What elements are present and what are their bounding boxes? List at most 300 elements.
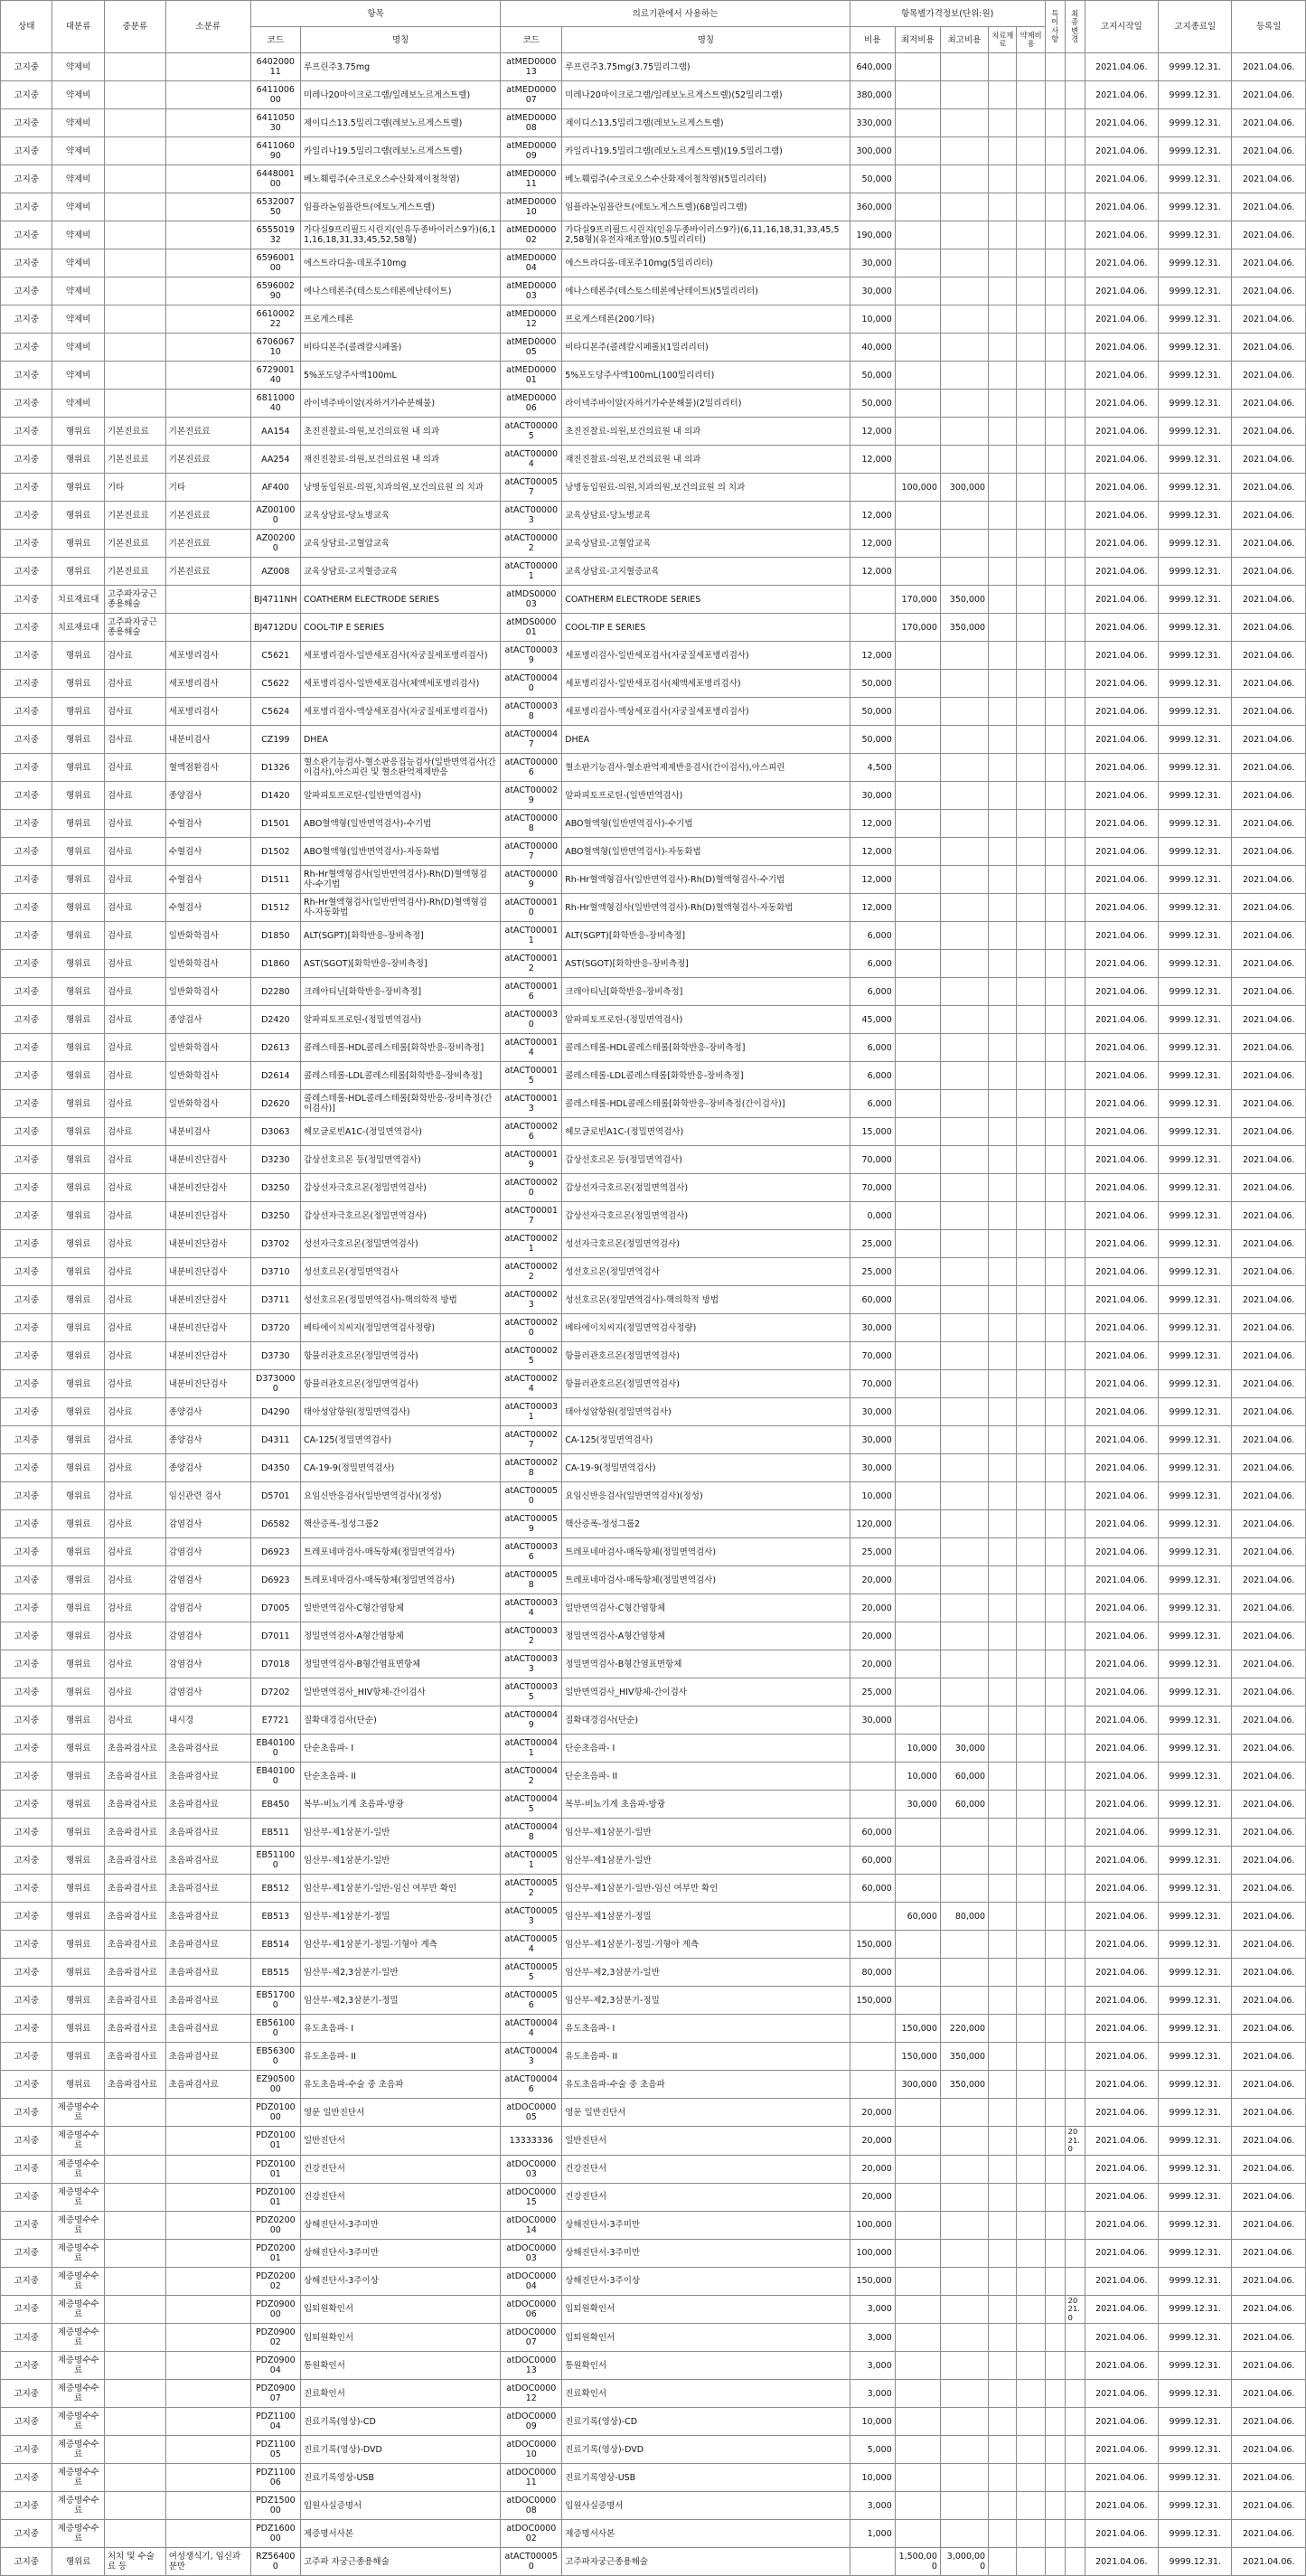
cell-special <box>1045 1174 1065 1202</box>
cell-middle <box>104 81 165 109</box>
cell-end-date: 9999.12.31. <box>1159 698 1232 726</box>
cell-changed <box>1065 1594 1085 1622</box>
cell-major: 행위료 <box>52 2015 104 2043</box>
cell-inst-name: 영문 일반진단서 <box>562 2099 850 2127</box>
cell-drug-cost <box>1017 2324 1045 2352</box>
cell-minor: 기본진료료 <box>165 530 250 558</box>
cell-item-name: 일반진단서 <box>300 2127 500 2156</box>
cell-inst-code: atACT000055 <box>501 1959 562 1987</box>
cell-minor: 초음파검사료 <box>165 1847 250 1875</box>
cell-start-date: 2021.04.06. <box>1085 137 1158 165</box>
cell-max-cost <box>940 1090 988 1118</box>
header-treat-mat: 치료재료 <box>989 27 1017 53</box>
cell-max-cost <box>940 306 988 334</box>
cell-start-date: 2021.04.06. <box>1085 1819 1158 1847</box>
cell-item-name: 에스트라디올-데포주10mg <box>300 249 500 277</box>
cell-special <box>1045 950 1065 978</box>
cell-status: 고지중 <box>1 2380 52 2408</box>
cell-inst-code: atACT000001 <box>501 558 562 586</box>
cell-drug-cost <box>1017 2127 1045 2156</box>
cell-drug-cost <box>1017 1763 1045 1791</box>
table-row <box>1 1202 1306 1230</box>
cell-inst-name: 임산부-제1삼분기-정밀-기형아 계측 <box>562 1931 850 1959</box>
cell-inst-name: 크레아티닌[화학반응-장비측정] <box>562 978 850 1006</box>
cell-cost: 150,000 <box>850 1931 895 1959</box>
cell-drug-cost <box>1017 2211 1045 2239</box>
cell-special <box>1045 1314 1065 1342</box>
cell-status: 고지중 <box>1 1342 52 1370</box>
cell-min-cost <box>895 558 940 586</box>
cell-inst-code: atACT000009 <box>501 866 562 894</box>
cell-inst-name: 알파피토프로틴-(일반면역검사) <box>562 782 850 810</box>
cell-end-date: 9999.12.31. <box>1159 2267 1232 2295</box>
cell-treat-mat <box>989 2492 1017 2520</box>
cell-changed <box>1065 390 1085 418</box>
cell-reg-date: 2021.04.06. <box>1232 81 1306 109</box>
cell-item-name: 크레아티닌[화학반응-장비측정] <box>300 978 500 1006</box>
cell-changed <box>1065 1791 1085 1819</box>
cell-drug-cost <box>1017 165 1045 193</box>
cell-special <box>1045 2380 1065 2408</box>
cell-treat-mat <box>989 362 1017 390</box>
cell-end-date: 9999.12.31. <box>1159 866 1232 894</box>
cell-reg-date: 2021.04.06. <box>1232 1622 1306 1650</box>
cell-item-code: D2280 <box>250 978 300 1006</box>
cell-major: 행위료 <box>52 1987 104 2015</box>
cell-changed <box>1065 1174 1085 1202</box>
table-row <box>1 2436 1306 2464</box>
cell-cost: 50,000 <box>850 698 895 726</box>
cell-drug-cost <box>1017 306 1045 334</box>
table-row <box>1 1454 1306 1482</box>
cell-treat-mat <box>989 586 1017 614</box>
cell-inst-code: atACT000003 <box>501 502 562 530</box>
cell-end-date: 9999.12.31. <box>1159 1678 1232 1706</box>
cell-inst-code: atACT000058 <box>501 1566 562 1594</box>
cell-status: 고지중 <box>1 2352 52 2380</box>
cell-min-cost <box>895 1034 940 1062</box>
cell-major: 제증명수수료 <box>52 2099 104 2127</box>
cell-treat-mat <box>989 726 1017 754</box>
cell-minor: 일반화학검사 <box>165 1062 250 1090</box>
cell-end-date: 9999.12.31. <box>1159 221 1232 249</box>
cell-reg-date: 2021.04.06. <box>1232 2408 1306 2436</box>
cell-middle: 기본진료료 <box>104 530 165 558</box>
table-row <box>1 1622 1306 1650</box>
cell-middle: 초음파검사료 <box>104 1763 165 1791</box>
cell-inst-code: atACT000032 <box>501 1622 562 1650</box>
cell-max-cost <box>940 894 988 922</box>
cell-inst-code: atACT000048 <box>501 1819 562 1847</box>
cell-drug-cost <box>1017 838 1045 866</box>
cell-special <box>1045 1342 1065 1370</box>
cell-treat-mat <box>989 1062 1017 1090</box>
table-row <box>1 2380 1306 2408</box>
cell-treat-mat <box>989 474 1017 502</box>
cell-cost: 50,000 <box>850 390 895 418</box>
cell-drug-cost <box>1017 1594 1045 1622</box>
header-reg: 등록일 <box>1232 1 1306 53</box>
cell-item-name: 임플라논임플란트(에토노게스트렐) <box>300 193 500 221</box>
cell-changed <box>1065 2043 1085 2071</box>
cell-status: 고지중 <box>1 894 52 922</box>
cell-status: 고지중 <box>1 1678 52 1706</box>
cell-min-cost <box>895 922 940 950</box>
cell-max-cost <box>940 1062 988 1090</box>
cell-special <box>1045 1538 1065 1566</box>
cell-treat-mat <box>989 1931 1017 1959</box>
cell-treat-mat <box>989 1987 1017 2015</box>
cell-changed <box>1065 1566 1085 1594</box>
cell-item-code: EB513 <box>250 1903 300 1931</box>
cell-changed <box>1065 137 1085 165</box>
cell-end-date: 9999.12.31. <box>1159 1763 1232 1791</box>
cell-middle <box>104 109 165 137</box>
cell-reg-date: 2021.04.06. <box>1232 866 1306 894</box>
cell-min-cost <box>895 1510 940 1538</box>
header-special: 특이사항 <box>1045 1 1065 53</box>
cell-reg-date: 2021.04.06. <box>1232 2548 1306 2576</box>
cell-reg-date: 2021.04.06. <box>1232 1062 1306 1090</box>
cell-changed <box>1065 1034 1085 1062</box>
cell-special <box>1045 2043 1065 2071</box>
cell-inst-name: AST(SGOT)[화학반응-장비측정] <box>562 950 850 978</box>
cell-inst-code: atACT000035 <box>501 1678 562 1706</box>
cell-treat-mat <box>989 1538 1017 1566</box>
cell-max-cost <box>940 866 988 894</box>
cell-middle: 검사료 <box>104 698 165 726</box>
cell-inst-name: 에스트라디올-데포주10mg(5밀리리터) <box>562 249 850 277</box>
cell-reg-date: 2021.04.06. <box>1232 334 1306 362</box>
cell-drug-cost <box>1017 2408 1045 2436</box>
cell-special <box>1045 53 1065 81</box>
table-row <box>1 2015 1306 2043</box>
cell-end-date: 9999.12.31. <box>1159 1034 1232 1062</box>
cell-item-name: 세포병리검사-액상세포검사(자궁질세포병리검사) <box>300 698 500 726</box>
cell-item-code: BJ4711NH <box>250 586 300 614</box>
cell-inst-name: 혈소판기능검사-혈소판억제제반응검사(간이검사),아스피린 <box>562 754 850 782</box>
cell-min-cost <box>895 53 940 81</box>
cell-item-code: 653200750 <box>250 193 300 221</box>
cell-start-date: 2021.04.06. <box>1085 2127 1158 2156</box>
table-row <box>1 670 1306 698</box>
cell-treat-mat <box>989 1202 1017 1230</box>
cell-special <box>1045 1706 1065 1735</box>
cell-drug-cost <box>1017 474 1045 502</box>
cell-item-name: 낭병동입원료-의원,치과의원,보건의료원 의 치과 <box>300 474 500 502</box>
cell-max-cost <box>940 2267 988 2295</box>
cell-minor: 세포병리검사 <box>165 642 250 670</box>
cell-item-name: 루프린주3.75mg <box>300 53 500 81</box>
cell-treat-mat <box>989 838 1017 866</box>
cell-special <box>1045 334 1065 362</box>
cell-inst-name: 임산부-제1삼분기-일반 <box>562 1819 850 1847</box>
cell-major: 행위료 <box>52 1258 104 1286</box>
cell-inst-name: 입퇴원확인서 <box>562 2324 850 2352</box>
table-row <box>1 2099 1306 2127</box>
cell-major: 행위료 <box>52 2043 104 2071</box>
cell-minor <box>165 221 250 249</box>
cell-treat-mat <box>989 1258 1017 1286</box>
cell-minor: 기타 <box>165 474 250 502</box>
cell-inst-code: atDOC000015 <box>501 2183 562 2211</box>
cell-drug-cost <box>1017 2380 1045 2408</box>
cell-major: 제증명수수료 <box>52 2380 104 2408</box>
cell-special <box>1045 1230 1065 1258</box>
cell-middle: 검사료 <box>104 1678 165 1706</box>
cell-special <box>1045 1903 1065 1931</box>
cell-start-date: 2021.04.06. <box>1085 2436 1158 2464</box>
cell-major: 행위료 <box>52 1735 104 1763</box>
cell-inst-code: atACT000027 <box>501 1426 562 1454</box>
table-row <box>1 1230 1306 1258</box>
cell-special <box>1045 1819 1065 1847</box>
cell-start-date: 2021.04.06. <box>1085 1006 1158 1034</box>
cell-start-date: 2021.04.06. <box>1085 334 1158 362</box>
cell-minor: 기본진료료 <box>165 446 250 474</box>
cell-inst-code: 13333336 <box>501 2127 562 2156</box>
cell-minor <box>165 2211 250 2239</box>
cell-end-date: 9999.12.31. <box>1159 1146 1232 1174</box>
cell-status: 고지중 <box>1 558 52 586</box>
cell-treat-mat <box>989 614 1017 642</box>
cell-min-cost <box>895 1062 940 1090</box>
cell-middle: 검사료 <box>104 1622 165 1650</box>
cell-status: 고지중 <box>1 221 52 249</box>
cell-item-name: 혈소판기능검사-혈소판응집능검사(일반면역검사(간이검사),아스피린 및 혈소판억제제반응 <box>300 754 500 782</box>
cell-item-name: 일반면역검사-C형간염항체 <box>300 1594 500 1622</box>
cell-minor <box>165 306 250 334</box>
cell-reg-date: 2021.04.06. <box>1232 642 1306 670</box>
cell-start-date: 2021.04.06. <box>1085 1146 1158 1174</box>
cell-item-code: D1850 <box>250 922 300 950</box>
cell-minor: 수혈검사 <box>165 838 250 866</box>
cell-cost: 60,000 <box>850 1286 895 1314</box>
cell-treat-mat <box>989 2436 1017 2464</box>
cell-min-cost <box>895 726 940 754</box>
cell-middle <box>104 53 165 81</box>
cell-drug-cost <box>1017 894 1045 922</box>
cell-changed <box>1065 2464 1085 2492</box>
cell-item-code: BJ4712DU <box>250 614 300 642</box>
cell-end-date: 9999.12.31. <box>1159 1566 1232 1594</box>
header-min-cost: 최저비용 <box>895 27 940 53</box>
cell-cost: 6,000 <box>850 978 895 1006</box>
cell-minor <box>165 2352 250 2380</box>
cell-max-cost <box>940 193 988 221</box>
cell-item-name: 단순초음파- I <box>300 1735 500 1763</box>
cell-middle: 기타 <box>104 474 165 502</box>
cell-cost: 5,000 <box>850 2436 895 2464</box>
cell-max-cost <box>940 1706 988 1735</box>
cell-treat-mat <box>989 1370 1017 1398</box>
cell-start-date: 2021.04.06. <box>1085 1286 1158 1314</box>
cell-special <box>1045 249 1065 277</box>
cell-cost: 70,000 <box>850 1370 895 1398</box>
cell-end-date: 9999.12.31. <box>1159 2324 1232 2352</box>
cell-reg-date: 2021.04.06. <box>1232 1090 1306 1118</box>
table-row <box>1 2492 1306 2520</box>
cell-start-date: 2021.04.06. <box>1085 838 1158 866</box>
cell-minor: 감염검사 <box>165 1678 250 1706</box>
table-row <box>1 1034 1306 1062</box>
cell-reg-date: 2021.04.06. <box>1232 698 1306 726</box>
cell-cost: 3,000 <box>850 2492 895 2520</box>
table-row <box>1 558 1306 586</box>
cell-drug-cost <box>1017 446 1045 474</box>
cell-start-date: 2021.04.06. <box>1085 2267 1158 2295</box>
cell-reg-date: 2021.04.06. <box>1232 1735 1306 1763</box>
cell-reg-date: 2021.04.06. <box>1232 1819 1306 1847</box>
cell-middle: 검사료 <box>104 1146 165 1174</box>
cell-max-cost <box>940 754 988 782</box>
cell-max-cost <box>940 2380 988 2408</box>
cell-major: 행위료 <box>52 558 104 586</box>
cell-end-date: 9999.12.31. <box>1159 2548 1232 2576</box>
table-row <box>1 642 1306 670</box>
cell-start-date: 2021.04.06. <box>1085 1678 1158 1706</box>
cell-item-name: 세포병리검사-일반세포검사(체액세포병리검사) <box>300 670 500 698</box>
cell-major: 행위료 <box>52 922 104 950</box>
cell-status: 고지중 <box>1 2295 52 2324</box>
cell-treat-mat <box>989 782 1017 810</box>
cell-item-name: DHEA <box>300 726 500 754</box>
cell-start-date: 2021.04.06. <box>1085 2324 1158 2352</box>
cell-treat-mat <box>989 1566 1017 1594</box>
cell-middle: 검사료 <box>104 1706 165 1735</box>
cell-special <box>1045 2408 1065 2436</box>
cell-treat-mat <box>989 698 1017 726</box>
cell-status: 고지중 <box>1 137 52 165</box>
cell-inst-code: atACT000015 <box>501 1062 562 1090</box>
cell-status: 고지중 <box>1 53 52 81</box>
cell-special <box>1045 81 1065 109</box>
cell-item-code: EB515 <box>250 1959 300 1987</box>
cell-item-name: 입퇴원확인서 <box>300 2295 500 2324</box>
cell-status: 고지중 <box>1 2520 52 2548</box>
cell-start-date: 2021.04.06. <box>1085 1594 1158 1622</box>
cell-drug-cost <box>1017 277 1045 306</box>
cell-changed <box>1065 754 1085 782</box>
cell-min-cost <box>895 502 940 530</box>
cell-status: 고지중 <box>1 1847 52 1875</box>
cell-middle: 검사료 <box>104 1510 165 1538</box>
cell-item-name: 항뮬러관호르몬(정밀면역검사) <box>300 1370 500 1398</box>
cell-treat-mat <box>989 1146 1017 1174</box>
cell-drug-cost <box>1017 1538 1045 1566</box>
cell-middle: 초음파검사료 <box>104 1931 165 1959</box>
cell-major: 행위료 <box>52 1034 104 1062</box>
cell-inst-name: 임플라논임플란트(에토노게스트렐)(68밀리그램) <box>562 193 850 221</box>
cell-minor <box>165 334 250 362</box>
cell-treat-mat <box>989 1398 1017 1426</box>
cell-inst-name: 임산부-제1삼분기-일반 <box>562 1847 850 1875</box>
cell-changed <box>1065 306 1085 334</box>
cell-middle: 검사료 <box>104 866 165 894</box>
table-row <box>1 362 1306 390</box>
cell-max-cost <box>940 2352 988 2380</box>
cell-min-cost <box>895 1202 940 1230</box>
cell-inst-code: atACT000044 <box>501 2015 562 2043</box>
cell-changed <box>1065 530 1085 558</box>
header-start: 고지시작일 <box>1085 1 1158 53</box>
cell-inst-code: atMED000002 <box>501 221 562 249</box>
header-cost: 비용 <box>850 27 895 53</box>
cell-max-cost <box>940 1454 988 1482</box>
cell-middle: 검사료 <box>104 1594 165 1622</box>
cell-treat-mat <box>989 2295 1017 2324</box>
cell-inst-name: 진료기록영상-USB <box>562 2464 850 2492</box>
cell-inst-code: atACT000059 <box>501 1510 562 1538</box>
cell-middle: 초음파검사료 <box>104 1791 165 1819</box>
cell-changed <box>1065 1875 1085 1903</box>
cell-end-date: 9999.12.31. <box>1159 2127 1232 2156</box>
table-row <box>1 2267 1306 2295</box>
cell-inst-name: 성선자극호르몬(정밀면역검사) <box>562 1230 850 1258</box>
cell-reg-date: 2021.04.06. <box>1232 1538 1306 1566</box>
cell-status: 고지중 <box>1 1202 52 1230</box>
cell-min-cost: 10,000 <box>895 1763 940 1791</box>
cell-reg-date: 2021.04.06. <box>1232 2155 1306 2183</box>
cell-start-date: 2021.04.06. <box>1085 249 1158 277</box>
cell-cost: 20,000 <box>850 1650 895 1678</box>
cell-min-cost: 150,000 <box>895 2043 940 2071</box>
cell-major: 행위료 <box>52 1622 104 1650</box>
cell-status: 고지중 <box>1 1931 52 1959</box>
cell-status: 고지중 <box>1 950 52 978</box>
cell-changed <box>1065 978 1085 1006</box>
cell-item-code: PDZ090007 <box>250 2380 300 2408</box>
cell-minor: 감염검사 <box>165 1594 250 1622</box>
cell-reg-date: 2021.04.06. <box>1232 894 1306 922</box>
cell-cost <box>850 2548 895 2576</box>
table-row <box>1 1594 1306 1622</box>
table-row <box>1 586 1306 614</box>
cell-item-name: 임산부-제1삼분기-정밀-기형아 계측 <box>300 1931 500 1959</box>
cell-drug-cost <box>1017 1706 1045 1735</box>
cell-major: 행위료 <box>52 446 104 474</box>
cell-item-name: 교육상담료-고혈압교육 <box>300 530 500 558</box>
cell-min-cost <box>895 838 940 866</box>
cell-inst-code: atACT000033 <box>501 1650 562 1678</box>
cell-min-cost: 300,000 <box>895 2071 940 2099</box>
cell-item-code: D3711 <box>250 1286 300 1314</box>
cell-item-name: 태아성암항원(정밀면역검사) <box>300 1398 500 1426</box>
cell-min-cost <box>895 334 940 362</box>
cell-inst-code: atACT000022 <box>501 1258 562 1286</box>
cell-inst-name: 라이넥주바이알(자하거가수분해물)(2밀리리터) <box>562 390 850 418</box>
cell-max-cost <box>940 2492 988 2520</box>
cell-min-cost <box>895 2239 940 2267</box>
cell-major: 행위료 <box>52 1230 104 1258</box>
cell-drug-cost <box>1017 614 1045 642</box>
cell-end-date: 9999.12.31. <box>1159 2295 1232 2324</box>
cell-min-cost: 10,000 <box>895 1735 940 1763</box>
cell-min-cost <box>895 109 940 137</box>
cell-minor: 감염검사 <box>165 1650 250 1678</box>
table-row <box>1 1146 1306 1174</box>
cell-special <box>1045 782 1065 810</box>
cell-min-cost <box>895 1538 940 1566</box>
cell-end-date: 9999.12.31. <box>1159 810 1232 838</box>
cell-status: 고지중 <box>1 109 52 137</box>
cell-major: 약제비 <box>52 165 104 193</box>
cell-start-date: 2021.04.06. <box>1085 2211 1158 2239</box>
cell-special <box>1045 1118 1065 1146</box>
cell-middle: 검사료 <box>104 670 165 698</box>
cell-max-cost <box>940 530 988 558</box>
cell-minor: 감염검사 <box>165 1566 250 1594</box>
